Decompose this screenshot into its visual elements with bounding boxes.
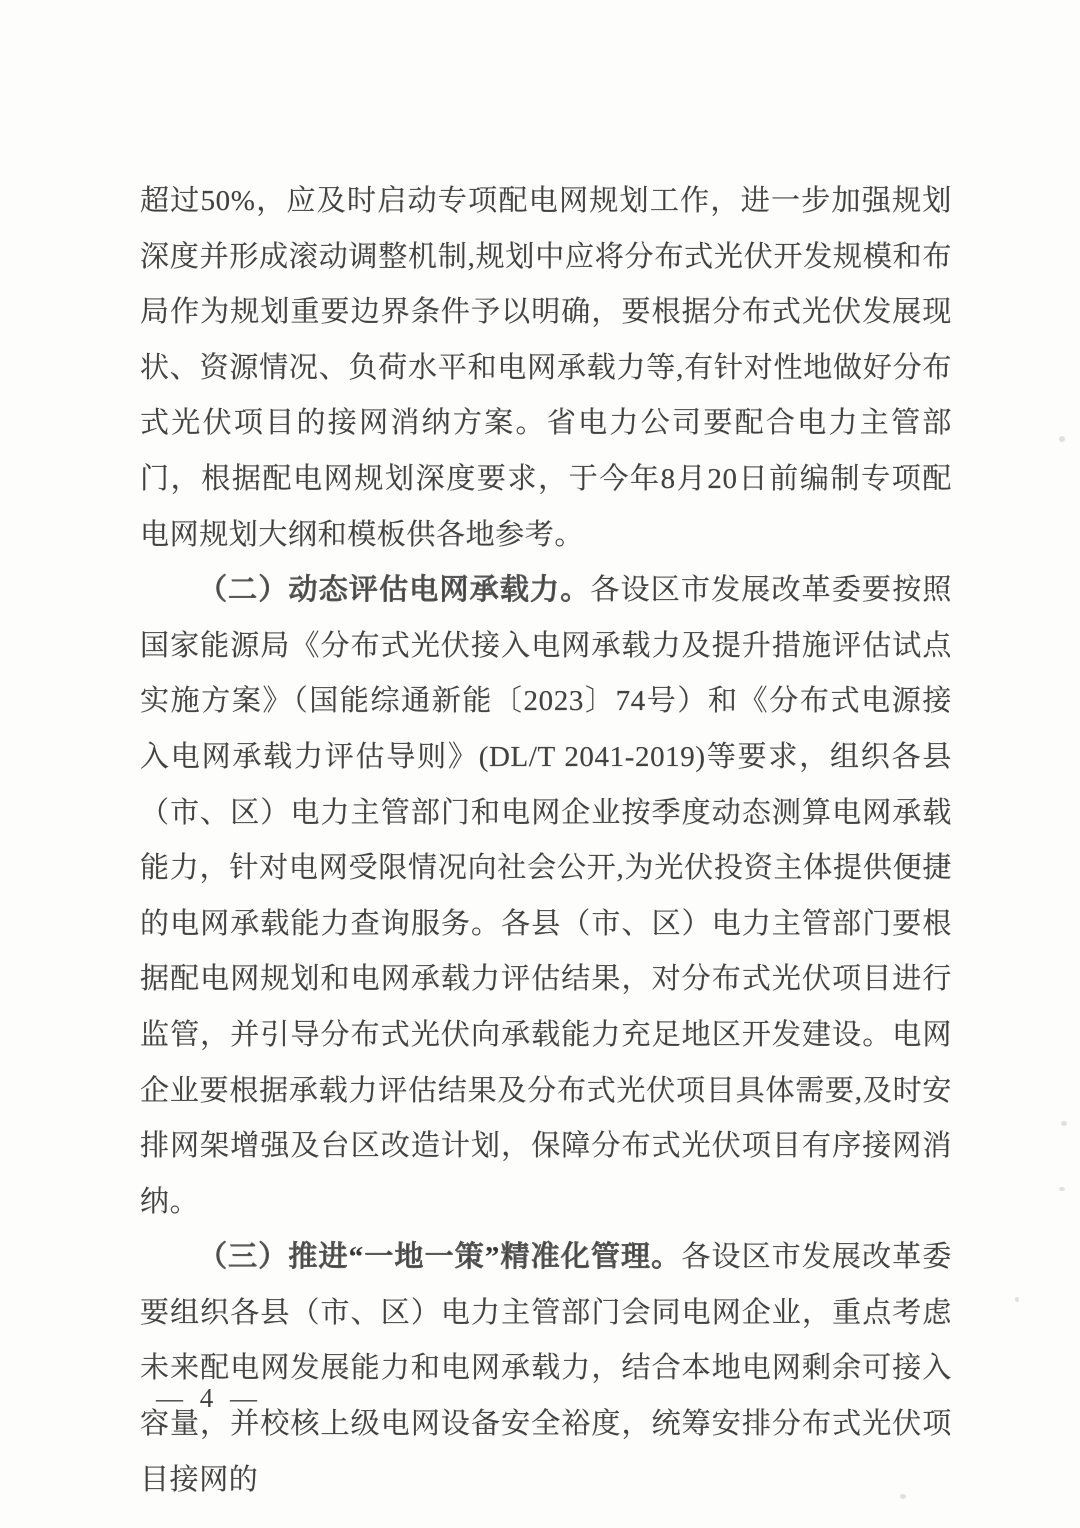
- paragraph-text: 各设区市发展改革委要组织各县（市、区）电力主管部门会同电网企业，重点考虑未来配电网发展能力和电网承载力，结合本地电网剩余可接入容量，并校核上级电网设备安全裕度，统筹安排分布式光伏项目接网的: [140, 1241, 952, 1496]
- paragraph-lead-bold: （三）推进“一地一策”精准化管理。: [198, 1241, 682, 1274]
- scan-artifact-speck: [1061, 1121, 1067, 1126]
- page-number: — 4 —: [156, 1383, 262, 1413]
- paragraph-continuation: [140, 174, 952, 563]
- paragraph-item-3: [140, 1230, 952, 1508]
- scan-artifact-speck: [1059, 1187, 1065, 1191]
- paragraph-item-2: [140, 563, 952, 1230]
- document-body: [140, 174, 952, 1508]
- scan-artifact-speck: [900, 1494, 906, 1499]
- scan-artifact-speck: [1015, 1297, 1019, 1302]
- paragraph-text: 超过50%，应及时启动专项配电网规划工作，进一步加强规划深度并形成滚动调整机制,规划中应将分布式光伏开发规模和布局作为规划重要边界条件予以明确，要根据分布式光伏发展现状、资源情况、负荷水平和电网承载力等,有针对性地做好分布式光伏项目的接网消纳方案。省电力公司要配合电力主管部门，根据配电网规划深度要求，于今年8月20日前编制专项配电网规划大纲和模板供各地参考。: [140, 185, 952, 551]
- paragraph-text: 各设区市发展改革委要按照国家能源局《分布式光伏接入电网承载力及提升措施评估试点实施方案》（国能综通新能〔2023〕74号）和《分布式电源接入电网承载力评估导则》(DL/T 2041-2019)等要求，组织各县（市、区）电力主管部门和电网企业按季度动态测算电网承载能力，针对电网受限情况向社会公开,为光伏投资主体提供便捷的电网承载能力查询服务。各县（市、区）电力主管部门要根据配电网规划和电网承载力评估结果，对分布式光伏项目进行监管，并引导分布式光伏向承载能力充足地区开发建设。电网企业要根据承载力评估结果及分布式光伏项目具体需要,及时安排网架增强及台区改造计划，保障分布式光伏项目有序接网消纳。: [140, 574, 953, 1218]
- paragraph-lead-bold: （二）动态评估电网承载力。: [198, 574, 591, 607]
- scan-artifact-speck: [1059, 436, 1065, 442]
